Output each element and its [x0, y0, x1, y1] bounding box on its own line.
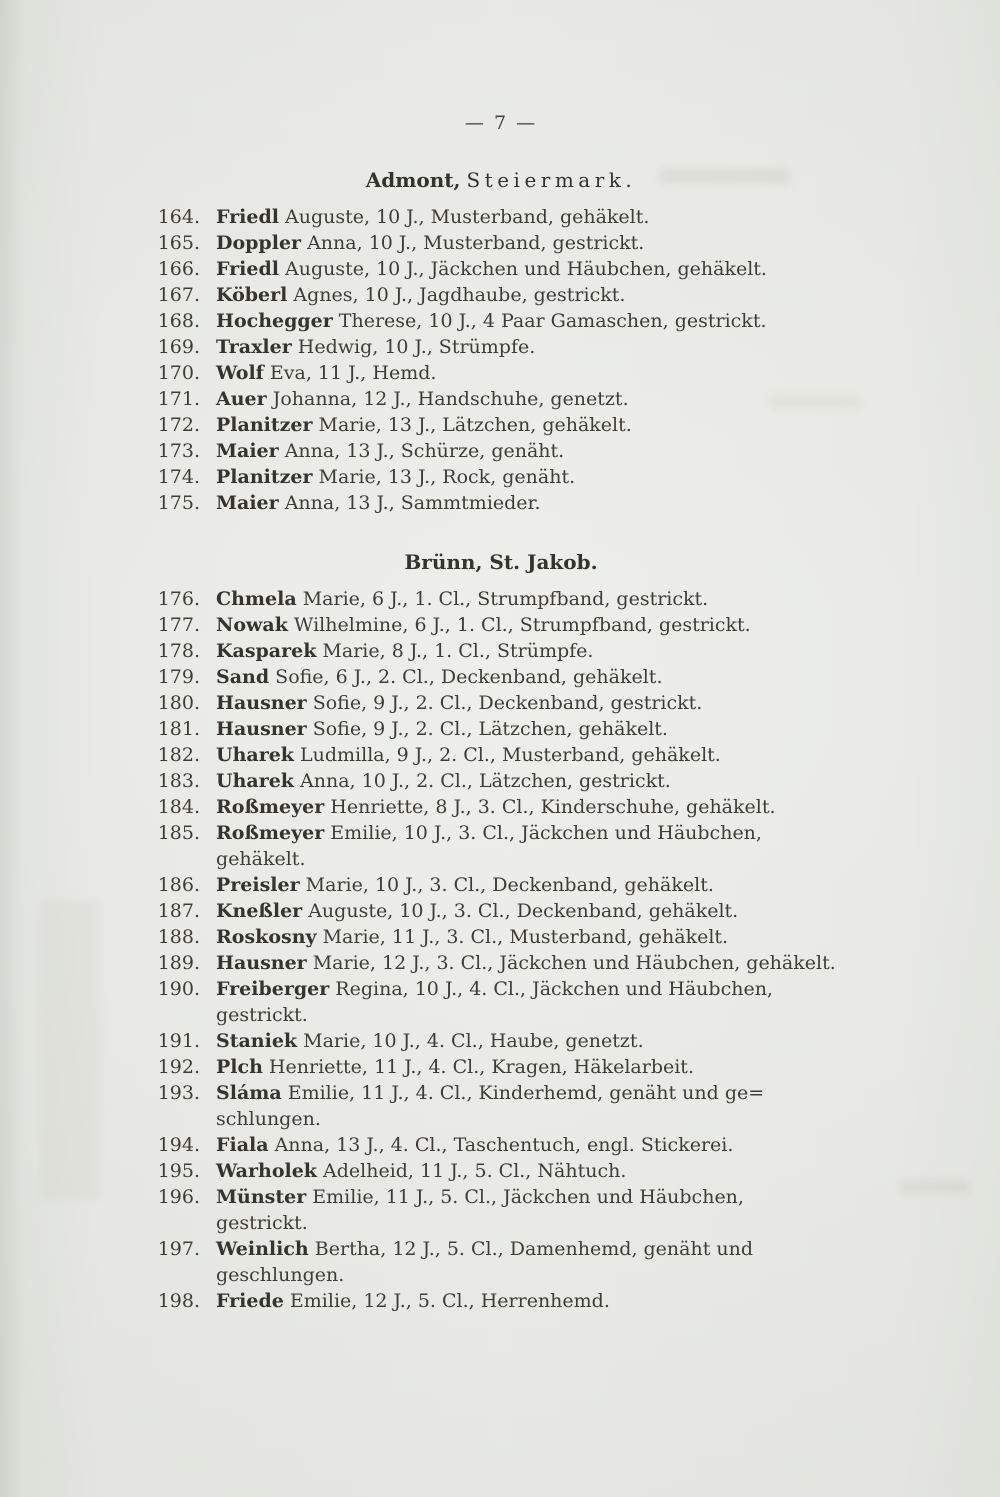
entry-number: 197. — [157, 1238, 200, 1260]
entry-surname: Staniek — [216, 1030, 298, 1052]
catalog-entry — [140, 256, 862, 282]
entry-number: 167. — [157, 284, 200, 306]
entry-number: 182. — [157, 744, 200, 766]
entry-number: 186. — [157, 874, 200, 896]
entry-number: 179. — [157, 666, 200, 688]
entry-surname: Maier — [216, 492, 279, 514]
entry-detail: Agnes, 10 J., Jagdhaube, gestrickt. — [287, 284, 626, 306]
entry-surname: Maier — [216, 440, 279, 462]
entry-surname: Nowak — [216, 614, 288, 636]
entry-surname: Münster — [216, 1186, 307, 1208]
entry-surname: Traxler — [216, 336, 292, 358]
entry-detail: Marie, 13 J., Lätzchen, gehäkelt. — [312, 414, 632, 436]
catalog-entry — [140, 976, 862, 1028]
entry-surname: Freiberger — [216, 978, 330, 1000]
entry-number: 173. — [157, 440, 200, 462]
catalog-entry — [140, 924, 862, 950]
entry-number: 187. — [157, 900, 200, 922]
entry-detail-continuation: schlungen. — [216, 1108, 321, 1130]
entry-number: 166. — [157, 258, 200, 280]
entry-detail: Anna, 13 J., Sammtmieder. — [278, 492, 541, 514]
entry-surname: Kasparek — [216, 640, 317, 662]
catalog-entry — [140, 308, 862, 334]
catalog-section — [140, 168, 862, 516]
entry-number: 180. — [157, 692, 200, 714]
entry-number: 191. — [157, 1030, 200, 1052]
catalog-entry — [140, 898, 862, 924]
catalog-entry — [140, 438, 862, 464]
entry-detail: Emilie, 10 J., 3. Cl., Jäckchen und Häubchen, — [324, 822, 762, 844]
entry-detail: Regina, 10 J., 4. Cl., Jäckchen und Häubchen, — [329, 978, 773, 1000]
entry-detail: Emilie, 12 J., 5. Cl., Herrenhemd. — [283, 1290, 610, 1312]
entry-detail: Sofie, 9 J., 2. Cl., Lätzchen, gehäkelt. — [306, 718, 668, 740]
catalog-entry — [140, 638, 862, 664]
entry-number: 164. — [157, 206, 200, 228]
entry-detail: Hedwig, 10 J., Strümpfe. — [291, 336, 536, 358]
catalog-entry — [140, 1184, 862, 1236]
catalog-entry — [140, 1158, 862, 1184]
entry-detail: Anna, 13 J., Schürze, genäht. — [278, 440, 565, 462]
catalog-entry — [140, 1236, 862, 1288]
entry-detail: Sofie, 9 J., 2. Cl., Deckenband, gestrickt. — [306, 692, 703, 714]
entry-detail: Emilie, 11 J., 5. Cl., Jäckchen und Häubchen, — [306, 1186, 744, 1208]
catalog-entry — [140, 872, 862, 898]
entry-detail: Marie, 13 J., Rock, genäht. — [312, 466, 576, 488]
entry-number: 195. — [157, 1160, 200, 1182]
entry-surname: Kneßler — [216, 900, 303, 922]
entry-detail: Anna, 10 J., Musterband, gestrickt. — [301, 232, 645, 254]
entry-surname: Roßmeyer — [216, 796, 325, 818]
section-heading — [140, 550, 862, 574]
catalog-entry — [140, 664, 862, 690]
catalog-entry — [140, 742, 862, 768]
entry-detail: Auguste, 10 J., Jäckchen und Häubchen, gehäkelt. — [278, 258, 767, 280]
entry-list — [140, 204, 862, 516]
text-block — [140, 0, 862, 1314]
catalog-entry — [140, 586, 862, 612]
entry-detail: Marie, 12 J., 3. Cl., Jäckchen und Häubchen, gehäkelt. — [306, 952, 836, 974]
catalog-entry — [140, 282, 862, 308]
entry-surname: Chmela — [216, 588, 297, 610]
entry-detail: Ludmilla, 9 J., 2. Cl., Musterband, gehäkelt. — [293, 744, 721, 766]
entry-detail: Auguste, 10 J., 3. Cl., Deckenband, gehäkelt. — [302, 900, 739, 922]
entry-surname: Friede — [216, 1290, 284, 1312]
entry-detail: Anna, 13 J., 4. Cl., Taschentuch, engl. Stickerei. — [268, 1134, 734, 1156]
entry-detail: Therese, 10 J., 4 Paar Gamaschen, gestrickt. — [332, 310, 767, 332]
section-heading-region: Steiermark. — [466, 168, 637, 192]
section-heading-place: Brünn, St. Jakob. — [404, 550, 598, 574]
entry-detail: Marie, 11 J., 3. Cl., Musterband, gehäkelt. — [316, 926, 729, 948]
entry-detail: Auguste, 10 J., Musterband, gehäkelt. — [278, 206, 650, 228]
entry-surname: Hausner — [216, 952, 307, 974]
entry-surname: Roßmeyer — [216, 822, 325, 844]
entry-surname: Sand — [216, 666, 270, 688]
entry-detail-continuation: gestrickt. — [216, 1212, 308, 1234]
page-number: — 7 — — [464, 112, 538, 134]
entry-number: 190. — [157, 978, 200, 1000]
entry-detail: Adelheid, 11 J., 5. Cl., Nähtuch. — [316, 1160, 627, 1182]
catalog-section — [140, 550, 862, 1314]
catalog-entry — [140, 490, 862, 516]
entry-detail: Bertha, 12 J., 5. Cl., Damenhemd, genäht und — [308, 1238, 754, 1260]
entry-number: 172. — [157, 414, 200, 436]
entry-detail: Emilie, 11 J., 4. Cl., Kinderhemd, genäht und ge= — [281, 1082, 765, 1104]
entry-detail: Marie, 6 J., 1. Cl., Strumpfband, gestrickt. — [296, 588, 709, 610]
catalog-entry — [140, 204, 862, 230]
entry-detail: Eva, 11 J., Hemd. — [263, 362, 437, 384]
entry-number: 188. — [157, 926, 200, 948]
entry-surname: Köberl — [216, 284, 288, 306]
entry-surname: Uharek — [216, 770, 294, 792]
entry-surname: Hochegger — [216, 310, 333, 332]
entry-number: 196. — [157, 1186, 200, 1208]
entry-surname: Hausner — [216, 692, 307, 714]
catalog-entry — [140, 1288, 862, 1314]
catalog-entry — [140, 334, 862, 360]
entry-surname: Fiala — [216, 1134, 269, 1156]
entry-detail-continuation: gestrickt. — [216, 1004, 308, 1026]
catalog-entry — [140, 230, 862, 256]
entry-number: 183. — [157, 770, 200, 792]
entry-surname: Plch — [216, 1056, 263, 1078]
entry-surname: Friedl — [216, 206, 279, 228]
catalog-entry — [140, 820, 862, 872]
catalog-entry — [140, 464, 862, 490]
catalog-entry — [140, 612, 862, 638]
entry-surname: Wolf — [216, 362, 264, 384]
entry-detail: Marie, 8 J., 1. Cl., Strümpfe. — [316, 640, 594, 662]
catalog-entry — [140, 1054, 862, 1080]
entry-surname: Hausner — [216, 718, 307, 740]
entry-surname: Warholek — [216, 1160, 317, 1182]
entry-surname: Uharek — [216, 744, 294, 766]
entry-surname: Weinlich — [216, 1238, 309, 1260]
entry-number: 165. — [157, 232, 200, 254]
entry-number: 176. — [157, 588, 200, 610]
sections-container — [140, 168, 862, 1314]
catalog-entry — [140, 360, 862, 386]
catalog-entry — [140, 386, 862, 412]
entry-detail: Sofie, 6 J., 2. Cl., Deckenband, gehäkelt. — [269, 666, 663, 688]
entry-number: 184. — [157, 796, 200, 818]
entry-detail: Marie, 10 J., 4. Cl., Haube, genetzt. — [297, 1030, 644, 1052]
entry-detail-continuation: geschlungen. — [216, 1264, 345, 1286]
entry-number: 178. — [157, 640, 200, 662]
entry-number: 181. — [157, 718, 200, 740]
entry-surname: Auer — [216, 388, 267, 410]
catalog-entry — [140, 794, 862, 820]
entry-detail: Henriette, 8 J., 3. Cl., Kinderschuhe, gehäkelt. — [324, 796, 776, 818]
entry-number: 169. — [157, 336, 200, 358]
entry-number: 194. — [157, 1134, 200, 1156]
entry-surname: Sláma — [216, 1082, 282, 1104]
entry-number: 192. — [157, 1056, 200, 1078]
section-heading-place: Admont, — [365, 168, 461, 192]
entry-number: 185. — [157, 822, 200, 844]
catalog-entry — [140, 1080, 862, 1132]
entry-number: 189. — [157, 952, 200, 974]
entry-number: 177. — [157, 614, 200, 636]
entry-surname: Planitzer — [216, 414, 313, 436]
entry-detail: Johanna, 12 J., Handschuhe, genetzt. — [266, 388, 629, 410]
scan-artifact — [900, 1180, 970, 1194]
entry-detail: Anna, 10 J., 2. Cl., Lätzchen, gestrickt. — [293, 770, 671, 792]
section-heading — [140, 168, 862, 192]
entry-number: 174. — [157, 466, 200, 488]
catalog-entry — [140, 1132, 862, 1158]
entry-number: 193. — [157, 1082, 200, 1104]
entry-number: 175. — [157, 492, 200, 514]
entry-surname: Roskosny — [216, 926, 317, 948]
entry-detail-continuation: gehäkelt. — [216, 848, 306, 870]
gutter-shadow — [40, 900, 100, 1200]
catalog-entry — [140, 768, 862, 794]
catalog-entry — [140, 950, 862, 976]
entry-surname: Preisler — [216, 874, 300, 896]
catalog-entry — [140, 1028, 862, 1054]
entry-detail: Henriette, 11 J., 4. Cl., Kragen, Häkelarbeit. — [262, 1056, 694, 1078]
entry-surname: Planitzer — [216, 466, 313, 488]
entry-surname: Doppler — [216, 232, 302, 254]
catalog-entry — [140, 412, 862, 438]
entry-number: 171. — [157, 388, 200, 410]
entry-detail: Wilhelmine, 6 J., 1. Cl., Strumpfband, gestrickt. — [287, 614, 751, 636]
entry-number: 170. — [157, 362, 200, 384]
entry-list — [140, 586, 862, 1314]
entry-surname: Friedl — [216, 258, 279, 280]
entry-number: 168. — [157, 310, 200, 332]
entry-detail: Marie, 10 J., 3. Cl., Deckenband, gehäkelt. — [299, 874, 714, 896]
catalog-entry — [140, 716, 862, 742]
entry-number: 198. — [157, 1290, 200, 1312]
catalog-entry — [140, 690, 862, 716]
